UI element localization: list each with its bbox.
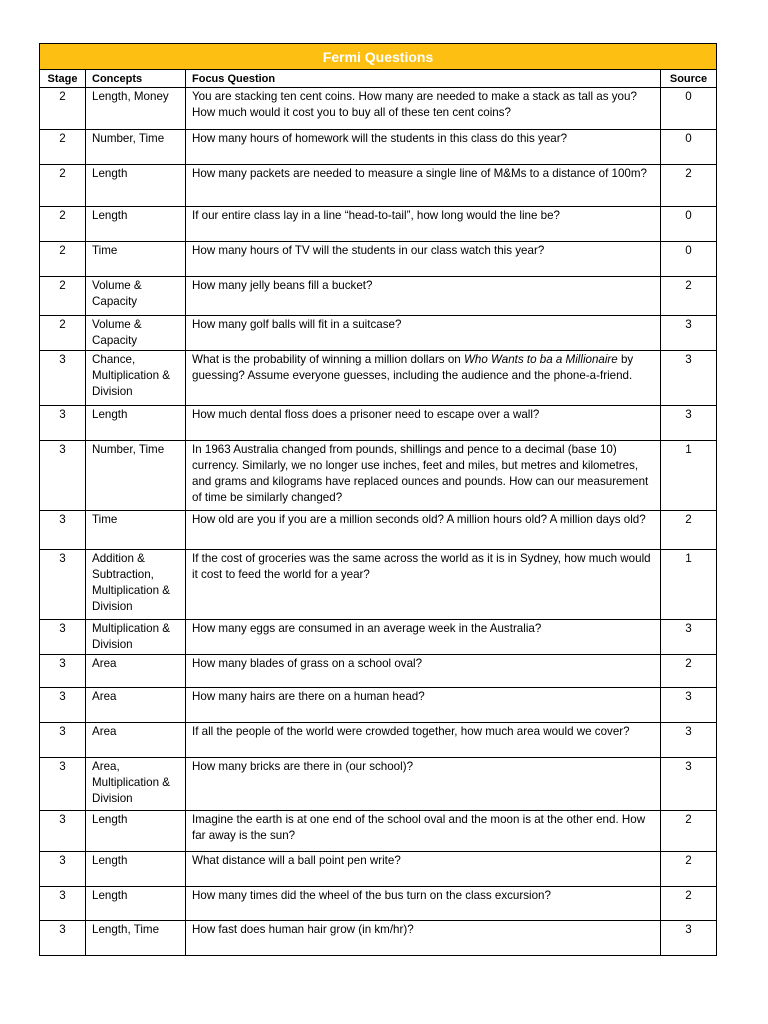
question-cell: How many eggs are consumed in an average week in the Australia? bbox=[186, 620, 661, 655]
question-cell: What distance will a ball point pen write? bbox=[186, 852, 661, 887]
stage-cell: 2 bbox=[40, 207, 86, 242]
concepts-cell: Area bbox=[86, 655, 186, 688]
question-cell: How many blades of grass on a school oval? bbox=[186, 655, 661, 688]
source-cell: 0 bbox=[661, 88, 717, 130]
source-cell: 3 bbox=[661, 921, 717, 956]
table-row bbox=[40, 88, 717, 130]
question-cell: If all the people of the world were crowded together, how much area would we cover? bbox=[186, 723, 661, 758]
stage-cell: 2 bbox=[40, 130, 86, 165]
stage-cell: 2 bbox=[40, 316, 86, 351]
concepts-cell: Length bbox=[86, 207, 186, 242]
question-cell: If the cost of groceries was the same across the world as it is in Sydney, how much would it cost to feed the world for a year? bbox=[186, 550, 661, 620]
concepts-cell: Volume & Capacity bbox=[86, 277, 186, 316]
question-cell: How many hairs are there on a human head? bbox=[186, 688, 661, 723]
header-concepts: Concepts bbox=[86, 70, 186, 88]
show-title: Who Wants to ba a Millionaire bbox=[463, 353, 618, 366]
fermi-questions-table bbox=[39, 43, 717, 956]
question-cell: How many packets are needed to measure a single line of M&Ms to a distance of 100m? bbox=[186, 165, 661, 207]
table-row bbox=[40, 811, 717, 852]
question-text: What is the probability of winning a million dollars on bbox=[192, 353, 464, 366]
stage-cell: 3 bbox=[40, 351, 86, 406]
stage-cell: 3 bbox=[40, 688, 86, 723]
source-cell: 3 bbox=[661, 620, 717, 655]
concepts-cell: Area bbox=[86, 688, 186, 723]
table-row bbox=[40, 723, 717, 758]
header-row bbox=[40, 70, 717, 88]
concepts-cell: Number, Time bbox=[86, 441, 186, 511]
question-cell: You are stacking ten cent coins. How many are needed to make a stack as tall as you? How much would it cost you to buy all of these ten cent coins? bbox=[186, 88, 661, 130]
table-row bbox=[40, 758, 717, 811]
question-cell: How many times did the wheel of the bus turn on the class excursion? bbox=[186, 887, 661, 921]
source-cell: 3 bbox=[661, 723, 717, 758]
source-cell: 2 bbox=[661, 277, 717, 316]
concepts-cell: Length bbox=[86, 852, 186, 887]
stage-cell: 3 bbox=[40, 921, 86, 956]
title-row bbox=[40, 44, 717, 70]
question-cell: In 1963 Australia changed from pounds, shillings and pence to a decimal (base 10) currency. Similarly, we no longer use inches, feet and miles, but metres and kilometres, and grams and kilograms have replaced ounces and pounds. How can our measurement of time be similarly changed? bbox=[186, 441, 661, 511]
source-cell: 0 bbox=[661, 130, 717, 165]
header-focus-question: Focus Question bbox=[186, 70, 661, 88]
source-cell: 0 bbox=[661, 242, 717, 277]
question-cell: How many hours of homework will the students in this class do this year? bbox=[186, 130, 661, 165]
concepts-cell: Addition & Subtraction, Multiplication & Division bbox=[86, 550, 186, 620]
stage-cell: 3 bbox=[40, 887, 86, 921]
stage-cell: 3 bbox=[40, 723, 86, 758]
concepts-cell: Time bbox=[86, 242, 186, 277]
table-row bbox=[40, 852, 717, 887]
source-cell: 2 bbox=[661, 852, 717, 887]
stage-cell: 2 bbox=[40, 242, 86, 277]
source-cell: 2 bbox=[661, 511, 717, 550]
question-cell: How many golf balls will fit in a suitcase? bbox=[186, 316, 661, 351]
table-row bbox=[40, 921, 717, 956]
stage-cell: 3 bbox=[40, 511, 86, 550]
question-cell: How much dental floss does a prisoner need to escape over a wall? bbox=[186, 406, 661, 441]
header-stage: Stage bbox=[40, 70, 86, 88]
question-cell: How fast does human hair grow (in km/hr)? bbox=[186, 921, 661, 956]
concepts-cell: Number, Time bbox=[86, 130, 186, 165]
source-cell: 0 bbox=[661, 207, 717, 242]
table-row bbox=[40, 620, 717, 655]
stage-cell: 3 bbox=[40, 550, 86, 620]
stage-cell: 2 bbox=[40, 88, 86, 130]
source-cell: 2 bbox=[661, 655, 717, 688]
table-row bbox=[40, 655, 717, 688]
source-cell: 3 bbox=[661, 688, 717, 723]
source-cell: 2 bbox=[661, 811, 717, 852]
source-cell: 1 bbox=[661, 441, 717, 511]
stage-cell: 3 bbox=[40, 441, 86, 511]
stage-cell: 3 bbox=[40, 852, 86, 887]
stage-cell: 2 bbox=[40, 165, 86, 207]
source-cell: 2 bbox=[661, 887, 717, 921]
stage-cell: 3 bbox=[40, 620, 86, 655]
table-title: Fermi Questions bbox=[40, 44, 717, 70]
concepts-cell: Volume & Capacity bbox=[86, 316, 186, 351]
table-row bbox=[40, 406, 717, 441]
concepts-cell: Length, Money bbox=[86, 88, 186, 130]
table-row bbox=[40, 165, 717, 207]
stage-cell: 3 bbox=[40, 406, 86, 441]
table-row bbox=[40, 207, 717, 242]
header-source: Source bbox=[661, 70, 717, 88]
concepts-cell: Time bbox=[86, 511, 186, 550]
table-row bbox=[40, 130, 717, 165]
table-row bbox=[40, 242, 717, 277]
table-row bbox=[40, 351, 717, 406]
question-cell: How many bricks are there in (our school)? bbox=[186, 758, 661, 811]
table-row bbox=[40, 316, 717, 351]
source-cell: 3 bbox=[661, 758, 717, 811]
stage-cell: 3 bbox=[40, 758, 86, 811]
question-cell bbox=[186, 351, 661, 406]
concepts-cell: Length bbox=[86, 811, 186, 852]
source-cell: 3 bbox=[661, 351, 717, 406]
table-row bbox=[40, 887, 717, 921]
stage-cell: 2 bbox=[40, 277, 86, 316]
source-cell: 3 bbox=[661, 406, 717, 441]
question-text: by guessing? Assume everyone guesses, including the audience and the phone-a-friend. bbox=[192, 353, 634, 382]
table-row bbox=[40, 550, 717, 620]
concepts-cell: Length, Time bbox=[86, 921, 186, 956]
question-cell: How many jelly beans fill a bucket? bbox=[186, 277, 661, 316]
source-cell: 2 bbox=[661, 165, 717, 207]
concepts-cell: Length bbox=[86, 887, 186, 921]
source-cell: 1 bbox=[661, 550, 717, 620]
concepts-cell: Area, Multiplication & Division bbox=[86, 758, 186, 811]
table-row bbox=[40, 277, 717, 316]
stage-cell: 3 bbox=[40, 655, 86, 688]
question-cell: How many hours of TV will the students in our class watch this year? bbox=[186, 242, 661, 277]
question-cell: Imagine the earth is at one end of the school oval and the moon is at the other end. How far away is the sun? bbox=[186, 811, 661, 852]
concepts-cell: Multiplication & Division bbox=[86, 620, 186, 655]
table-row bbox=[40, 688, 717, 723]
table-row bbox=[40, 441, 717, 511]
concepts-cell: Area bbox=[86, 723, 186, 758]
source-cell: 3 bbox=[661, 316, 717, 351]
question-cell: If our entire class lay in a line “head-to-tail”, how long would the line be? bbox=[186, 207, 661, 242]
concepts-cell: Length bbox=[86, 406, 186, 441]
concepts-cell: Length bbox=[86, 165, 186, 207]
table-row bbox=[40, 511, 717, 550]
stage-cell: 3 bbox=[40, 811, 86, 852]
question-cell: How old are you if you are a million seconds old? A million hours old? A million days old? bbox=[186, 511, 661, 550]
concepts-cell: Chance, Multiplication & Division bbox=[86, 351, 186, 406]
